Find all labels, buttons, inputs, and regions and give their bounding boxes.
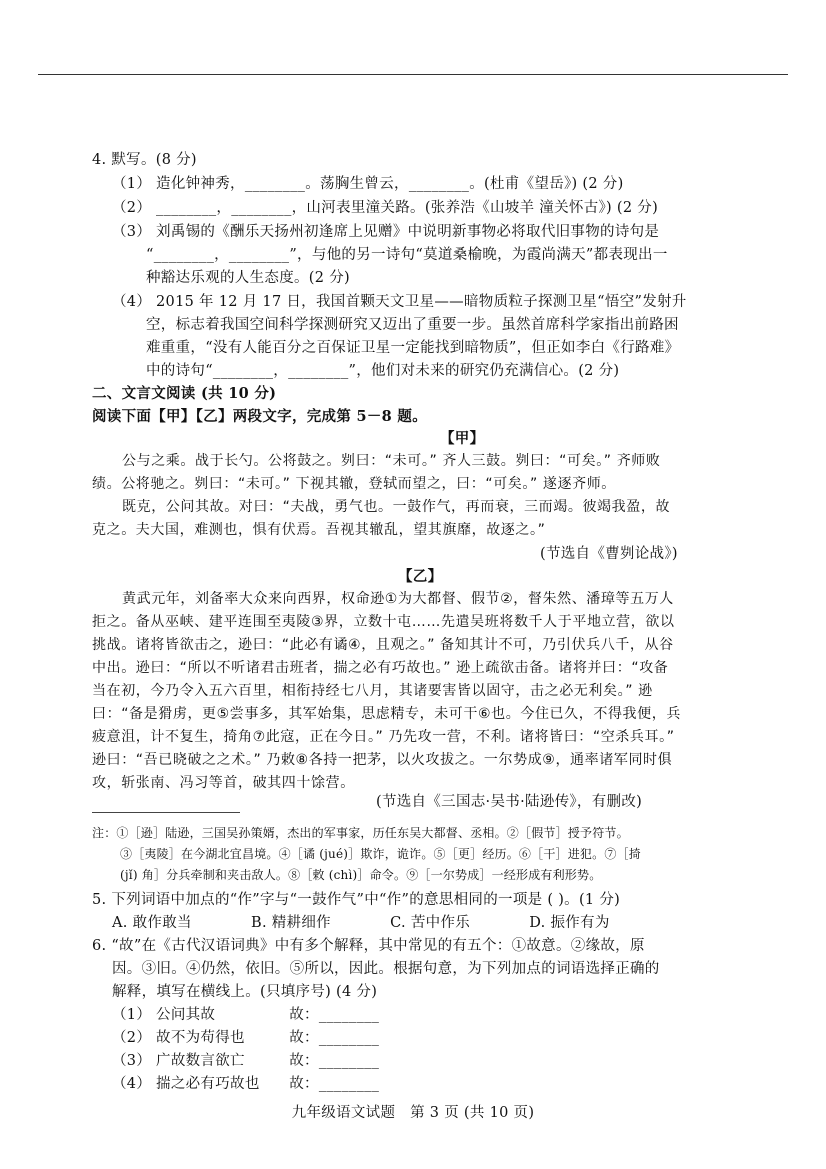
- q4-item-3-line-2: “________，________”，与他的另一诗句“莫道桑榆晚，为霞尚满天”都表现出一: [146, 247, 668, 263]
- passage-jia-source: (节选自《曹刿论战》): [540, 546, 678, 562]
- passage-yi-line: 拒之。备从巫峡、建平连围至夷陵③界，立数十屯……先遣吴班将数千人于平地立营，欲以: [92, 614, 675, 630]
- passage-yi-source: (节选自《三国志·吴书·陆逊传》，有删改): [376, 794, 643, 810]
- passage-yi-title: 【乙】: [398, 568, 443, 585]
- q6-stem-line: 因。③旧。④仍然，依旧。⑤所以，因此。根据句意，为下列加点的词语选择正确的: [112, 961, 660, 977]
- footnote-line: ③［夷陵］在今湖北宜昌境。④［谲 (jué)］欺诈，诡诈。⑤［更］经历。⑥［干］进犯。⑦［掎: [120, 847, 641, 861]
- q6-item-4: （4） 揣之必有巧故也 故：________: [112, 1076, 380, 1092]
- q6-item-2: （2） 故不为苟得也 故：________: [112, 1030, 380, 1046]
- passage-yi-line: 中出。逊曰：“所以不听诸君击班者，揣之必有巧故也。” 逊上疏欲击备。诸将并曰：“攻备: [92, 660, 669, 676]
- passage-yi-line: 攻，斩张南、冯习等首，破其四十馀营。: [92, 775, 355, 791]
- passage-jia-title: 【甲】: [440, 430, 485, 447]
- footnote-rule: [92, 812, 240, 813]
- q4-item-4-line-3: 难重重，“没有人能百分之百保证卫星一定能找到暗物质”，但正如李白《行路难》: [146, 340, 680, 356]
- footnote-line: (jǐ) 角］分兵牵制和夹击敌人。⑧［敕 (chì)］命令。⑨［一尔势成］一经形成有利形势。: [120, 868, 602, 882]
- section-2-instruction: 阅读下面【甲】【乙】两段文字，完成第 5－8 题。: [92, 408, 428, 425]
- q4-item-4-line-2: 空，标志着我国空间科学探测研究又迈出了重要一步。虽然首席科学家指出前路困: [146, 317, 679, 333]
- passage-jia-line: 克之。夫大国，难测也，惧有伏焉。吾视其辙乱，望其旗靡，故逐之。”: [92, 522, 546, 538]
- passage-jia-line: 公与之乘。战于长勺。公将鼓之。刿曰：“未可。” 齐人三鼓。刿曰：“可矣。” 齐师败: [122, 453, 661, 469]
- q6-stem-line: 解释，填写在横线上。(只填序号) (4 分): [112, 984, 378, 1000]
- q4-item-1: （1） 造化钟神秀，________。荡胸生曾云，________。(杜甫《望岳》) (2 分): [112, 176, 624, 192]
- passage-yi-line: 疲意沮，计不复生，掎角⑦此寇，正在今日。” 乃先攻一营，不利。诸将皆曰：“空杀兵耳。”: [92, 729, 675, 745]
- q4-stem: 4. 默写。(8 分): [92, 152, 197, 168]
- header-rule: [38, 74, 788, 75]
- page-footer: 九年级语文试题 第 3 页 (共 10 页): [291, 1105, 535, 1121]
- q5-stem: 5. 下列词语中加点的“作”字与“一鼓作气”中“作”的意思相同的一项是 ( )。(1 分): [92, 892, 621, 908]
- section-2-heading: 二、文言文阅读 (共 10 分): [92, 385, 277, 402]
- q6-stem-line: 6. “故”在《古代汉语词典》中有多个解释，其中常见的有五个：①故意。②缘故，原: [92, 938, 645, 954]
- passage-jia-line: 绩。公将驰之。刿曰：“未可。” 下视其辙，登轼而望之，曰：“可矣。” 遂逐齐师。: [92, 476, 616, 492]
- passage-jia-line: 既克，公问其故。对曰：“夫战，勇气也。一鼓作气，再而衰，三而竭。彼竭我盈，故: [122, 499, 671, 515]
- q6-item-3: （3） 广故数言欲亡 故：________: [112, 1053, 380, 1069]
- footnote-line: 注：①［逊］陆逊，三国吴孙策婿，杰出的军事家，历任东吴大都督、丞相。②［假节］授予符节。: [92, 826, 629, 840]
- q4-item-3-line-1: （3） 刘禹锡的《酬乐天扬州初逢席上见赠》中说明新事物必将取代旧事物的诗句是: [112, 224, 660, 240]
- q6-item-1: （1） 公问其故 故：________: [112, 1007, 380, 1023]
- passage-yi-line: 黄武元年，刘备率大众来向西界，权命逊①为大都督、假节②，督朱然、潘璋等五万人: [122, 591, 674, 607]
- q4-item-3-line-3: 种豁达乐观的人生态度。(2 分): [146, 270, 350, 286]
- passage-yi-line: 挑战。诸将皆欲击之，逊曰：“此必有谲④，且观之。” 备知其计不可，乃引伏兵八千，从谷: [92, 637, 674, 653]
- q4-item-4-line-1: （4） 2015 年 12 月 17 日，我国首颗天文卫星——暗物质粒子探测卫星“悟空”发射升: [112, 294, 687, 310]
- q4-item-2: （2） ________，________，山河表里潼关路。(张养浩《山坡羊 潼关怀古》) (2 分): [112, 200, 659, 216]
- passage-yi-line: 曰：“备是猾虏，更⑤尝事多，其军始集，思虑精专，未可干⑥也。今住已久，不得我便，兵: [92, 706, 681, 722]
- passage-yi-line: 当在初，今乃令入五六百里，相衔持经七八月，其诸要害皆以固守，击之必无利矣。” 逊: [92, 683, 653, 699]
- q5-options: A. 敢作敢当 B. 精耕细作 C. 苦中作乐 D. 振作有为: [112, 915, 610, 931]
- q4-item-4-line-4: 中的诗句“________，________”，他们对未来的研究仍充满信心。(2 分): [146, 363, 620, 379]
- passage-yi-line: 逊曰：“吾已晓破之之术。” 乃敕⑧各持一把茅，以火攻拔之。一尔势成⑨，通率诸军同时俱: [92, 752, 673, 768]
